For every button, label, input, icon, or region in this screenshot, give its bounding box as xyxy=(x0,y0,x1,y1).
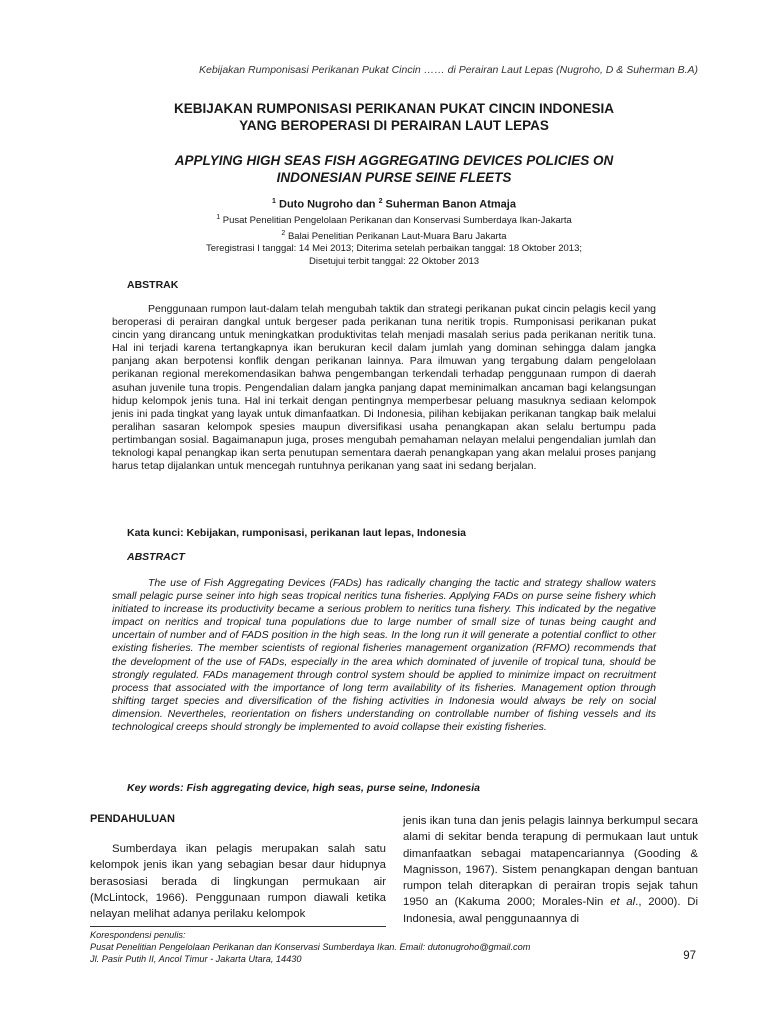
title-english-line2: INDONESIAN PURSE SEINE FLEETS xyxy=(276,170,512,185)
pendahuluan-paragraph-left: Sumberdaya ikan pelagis merupakan salah satu kelompok jenis ikan yang sebagian besar daur hidupnya berasosiasi berada di lingkungan permukaan air (McLintock, 1966). Penggunaan rumpon diawali ketika nelayan melihat adanya perilaku kelompok xyxy=(90,843,386,921)
footnote xyxy=(90,929,698,966)
author2-marker: 2 xyxy=(378,198,383,205)
title-english-line1: APPLYING HIGH SEAS FISH AGGREGATING DEVICES POLICIES ON xyxy=(174,153,614,168)
kata-kunci: Kata kunci: Kebijakan, rumponisasi, perikanan laut lepas, Indonesia xyxy=(127,527,467,539)
footnote-institution: Pusat Penelitian Pengelolaan Perikanan dan Konservasi Sumberdaya Ikan. Email: dutonugroho@gmail.com xyxy=(90,942,531,953)
key-words: Key words: Fish aggregating device, high seas, purse seine, Indonesia xyxy=(127,782,481,794)
section-heading-pendahuluan: PENDAHULUAN xyxy=(90,813,175,825)
running-head: Kebijakan Rumponisasi Perikanan Pukat Cincin …… di Perairan Laut Lepas (Nugroho, D & Suherman B.A) xyxy=(198,64,698,76)
affiliation-2-marker: 2 xyxy=(281,229,286,237)
title-indonesian-line1: KEBIJAKAN RUMPONISASI PERIKANAN PUKAT CINCIN INDONESIA xyxy=(173,101,615,116)
author-list xyxy=(90,198,698,211)
pendahuluan-right-text-a: jenis ikan tuna dan jenis pelagis lainnya berkumpul secara alami di sekitar benda terapung di permukaan laut untuk dimanfaatkan sebagai matapencariannya (Gooding & Magnisson, 1967). Sistem penangkapan dengan bantuan rumpon telah diterapkan di perairan tropis sejak tahun 1950 an (Kakuma 2000; Morales-Nin xyxy=(403,815,698,909)
pendahuluan-right-text-b: ., 2000). Di Indonesia, awal penggunaannya di xyxy=(403,896,698,925)
page-number: 97 xyxy=(683,950,696,962)
affiliation-1-marker: 1 xyxy=(216,214,221,221)
right-column xyxy=(403,813,698,927)
left-column xyxy=(90,813,386,922)
abstract-heading: ABSTRACT xyxy=(127,551,185,563)
author1-marker: 1 xyxy=(272,198,276,205)
approval-date: Disetujui terbit tanggal: 22 Oktober 2013 xyxy=(308,255,480,267)
author1-name: Duto Nugroho dan xyxy=(275,198,379,211)
title-indonesian-line2: YANG BEROPERASI DI PERAIRAN LAUT LEPAS xyxy=(239,118,549,133)
title-english xyxy=(90,152,698,186)
footnote-rule xyxy=(90,926,386,927)
affiliation-2 xyxy=(90,228,698,244)
abstrak-body: Penggunaan rumpon laut-dalam telah mengubah taktik dan strategi perikanan pukat cincin pelagis kecil yang beroperasi di perairan dangkal untuk bergeser pada perikanan tuna neritik tropis. Rumponisasi perikanan pukat cincin yang dirancang untuk meningkatkan produktivitas telah menjadi masalah serius pada perikanan neritik tuna. Hal ini terjadi karena tertangkapnya ikan berukuran kecil dalam jumlah yang dominan sehingga dalam jangka panjang akan berpotensi konflik dengan perikanan lainnya. Para ilmuwan yang tergabung dalam pengelolaan perikanan regional merekomendasikan bahwa pengembangan terkendali terhadap penggunaan rumpon di daerah asuhan juvenile tuna tropis. Pengendalian dalam jangka panjang dapat meminimalkan ancaman bagi kelangsungan hidup kelompok jenis tuna. Hal ini terkait dengan pentingnya memperbesar peluang masuknya sediaan kelompok jenis ini pada tingkat yang layak untuk dimanfaatkan. Di Indonesia, pilihan kebijakan perikanan tangkap baik melalui peralihan sasaran kelompok spesies maupun diversifikasi usaha penangkapan akan selalu bertumpu pada pertimbangan sosial. Bagaimanapun juga, proses mengubah pemahaman nelayan melalui pengendalian jumlah dan teknologi kapal penangkap ikan serta penutupan sementara daerah penangkapan yang akan melalui proses panjang harus tetap dijalankan untuk mencegah runtuhnya perikanan yang saat ini sedang berjalan. xyxy=(112,303,656,473)
abstrak-heading: ABSTRAK xyxy=(127,279,179,291)
abstract-body: The use of Fish Aggregating Devices (FADs) has radically changing the tactic and strategy shallow waters small pelagic purse seiner into high seas tropical neritics tuna fisheries. Applying FADs on purse seine fishery which initiated to increase its productivity became a serious problem to neritics tuna fishery. This indicated by the negative impact on neritics and tropical tuna populations due to large number of small size of tunas being caught and uncertain of number and of FADS position in the high seas. In the long run it will generate a potential conflict to other existing fisheries. The member scientists of regional fisheries management organization (RFMO) recommends that the development of the use of FADs, especially in the area which dominated of juvenile of tropical tuna, should be strongly regulated. FADs management through control system should be applied to minimize impact on recruitment process that associated with the importance of long term availability of its fisheries. Management option through shifting target species and diversification of the fishing activities in Indonesia would always be rely on social dimension. Nevertheles, reorientation on fishers understanding on controllable number of fishing vessels and its technological creeps should strongly be implemented to avoid collapse their existing fisheries. xyxy=(112,577,656,734)
affiliation-1 xyxy=(90,212,698,228)
pendahuluan-right-text-italic: et al xyxy=(610,896,636,909)
title-indonesian xyxy=(90,100,698,134)
footnote-label: Korespondensi penulis: xyxy=(90,930,186,940)
registration-dates: Teregistrasi I tanggal: 14 Mei 2013; Diterima setelah perbaikan tanggal: 18 Oktober 2013; xyxy=(205,243,582,255)
affiliation-2-text: Balai Penelitian Perikanan Laut-Muara Baru Jakarta xyxy=(285,230,507,242)
pendahuluan-paragraph-right xyxy=(403,813,698,927)
affiliation-1-text: Pusat Penelitian Pengelolaan Perikanan dan Konservasi Sumberdaya Ikan-Jakarta xyxy=(220,215,572,227)
affiliations xyxy=(90,212,698,268)
author2-name: Suherman Banon Atmaja xyxy=(382,198,516,211)
footnote-address: Jl. Pasir Putih II, Ancol Timur - Jakarta Utara, 14430 xyxy=(90,954,302,965)
